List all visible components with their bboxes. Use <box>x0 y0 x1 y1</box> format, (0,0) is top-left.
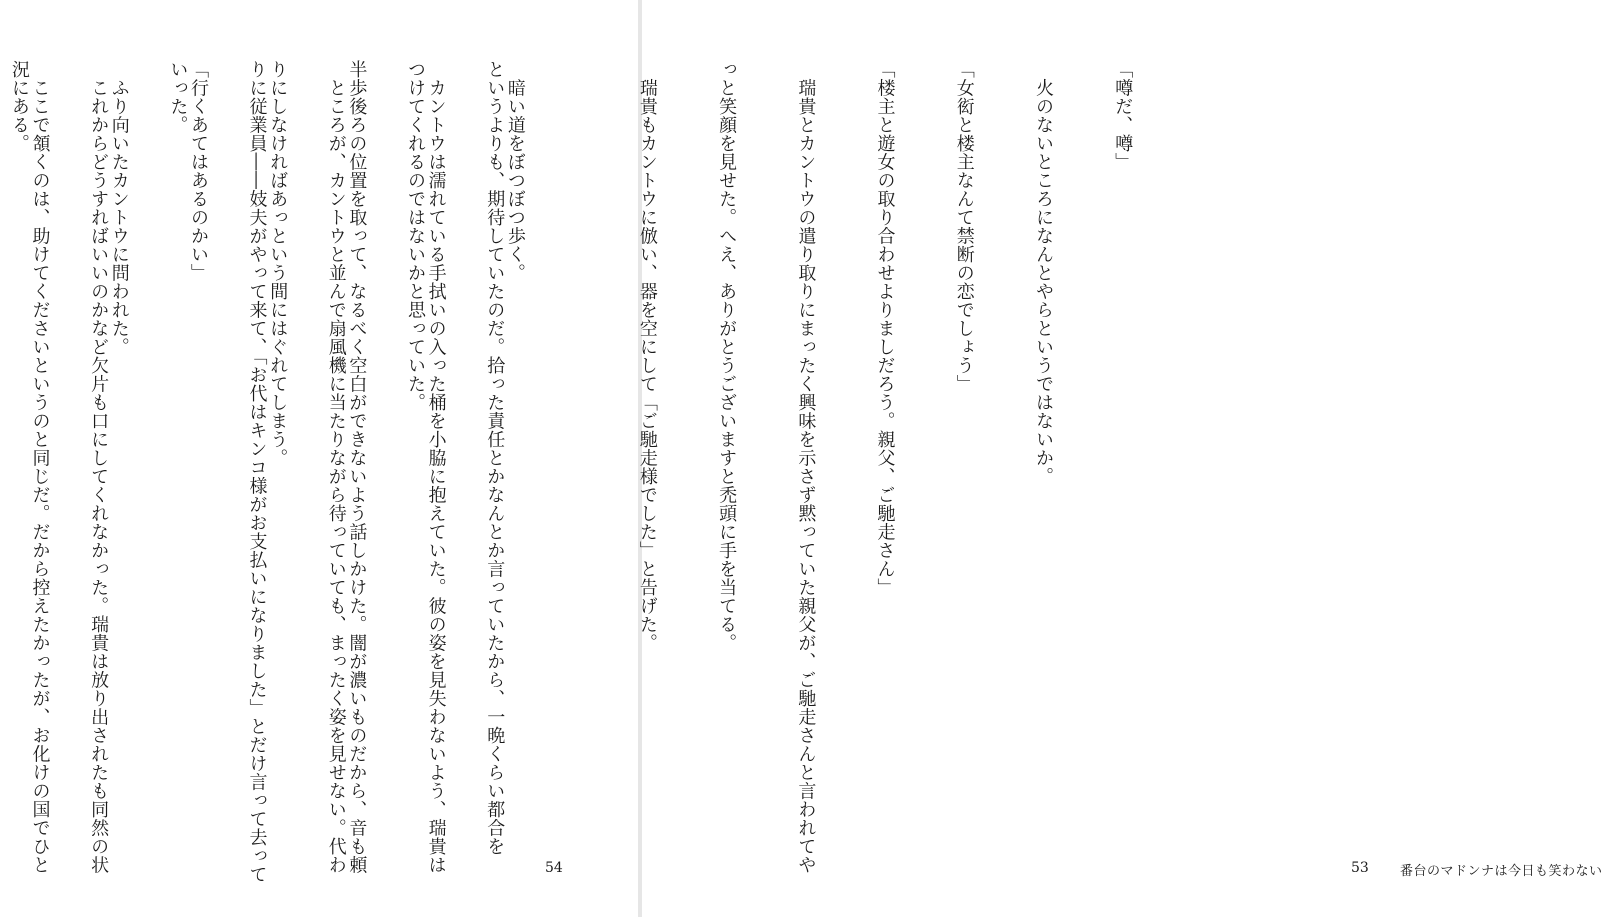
text-line: ふり向いたカントウに問われた。 <box>108 60 130 356</box>
text-line: というよりも、期待していたのだ。拾った責任とかなんとか言っていたから、一晩くらい都合を <box>484 60 506 856</box>
text-line: 瑞貴とカントウの遣り取りにまったく興味を示さず黙っていた親父が、ご馳走さんと言われてや <box>795 60 817 874</box>
text-line: いった。 <box>167 60 189 134</box>
running-title: 番台のマドンナは今日も笑わない <box>1400 864 1603 879</box>
text-line: 暗い道をぼつぼつ歩く。 <box>504 60 526 282</box>
text-line: りに従業員――妓夫がやって来て、「お代はキンコ様がお支払いになりました」とだけ言って去って <box>246 60 268 884</box>
text-line: 「行くあてはあるのかい」 <box>187 60 209 282</box>
text-line: ところが、カントウと並んで扇風機に当たりながら待っていても、まったく姿を見せない。代わ <box>325 60 347 874</box>
text-line: 火のないところになんとやらというではないか。 <box>1032 60 1054 486</box>
text-line: 半歩後ろの位置を取って、なるべく空白ができないよう話しかけた。闇が濃いものだから、音も頼 <box>346 60 368 874</box>
text-line: 「噂だ、噂」 <box>1112 60 1134 171</box>
text-line: 「楼主と遊女の取り合わせよりましだろう。親父、ご馳走さん」 <box>874 60 896 597</box>
page-number: 53 <box>1351 860 1369 876</box>
text-line: カントウは濡れている手拭いの入った桶を小脇に抱えていた。彼の姿を見失わないよう、瑞貴は <box>425 60 447 874</box>
text-line: 「女衒と楼主なんて禁断の恋でしょう」 <box>953 60 975 393</box>
text-line: っと笑顔を見せた。へえ、ありがとうございますと禿頭に手を当てる。 <box>716 60 738 652</box>
text-line: ここで頷くのは、助けてくださいというのと同じだ。だから控えたかったが、お化けの国でひと <box>29 60 51 874</box>
text-line: 況にある。 <box>8 60 30 153</box>
text-line: つけてくれるのではないかと思っていた。 <box>404 60 426 412</box>
text-line: りにしなければあっという間にはぐれてしまう。 <box>267 60 289 467</box>
text-line: 瑞貴もカントウに倣い、器を空にして「ご馳走様でした」と告げた。 <box>636 60 658 652</box>
page-number: 54 <box>545 860 563 876</box>
text-line: これからどうすればいいのかなど欠片も口にしてくれなかった。瑞貴は放り出されたも同然の状 <box>88 60 110 874</box>
